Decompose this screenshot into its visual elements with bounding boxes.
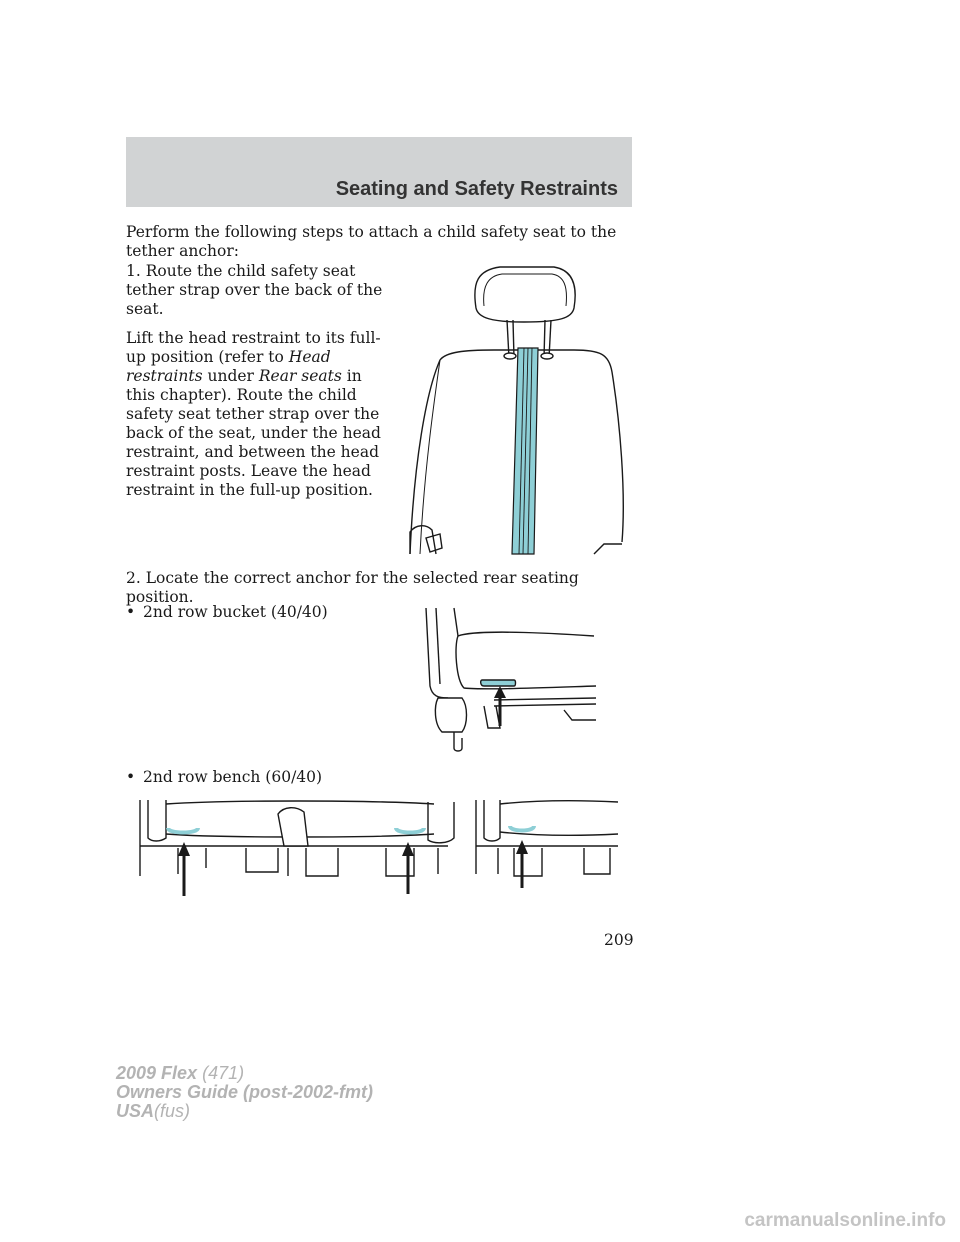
footer-line-2 <box>116 1083 373 1102</box>
bench-40-section <box>476 800 618 888</box>
intro-paragraph: Perform the following steps to attach a child safety seat to the tether anchor: <box>126 223 617 260</box>
footer-line-1 <box>116 1064 373 1083</box>
step-2: 2. Locate the correct anchor for the selected rear seating position. <box>126 569 579 606</box>
bullet-bucket <box>126 603 328 622</box>
step-1-detail-c: in this chapter). Route the child safety seat tether strap over the back of the seat, under the head restraint, and between the head restraint posts. Leave the head restraint in the full-up position. <box>126 367 381 499</box>
headrest-strap-illustration <box>404 262 632 556</box>
footer-code: (471) <box>202 1063 245 1083</box>
bench-anchors-illustration <box>138 798 620 898</box>
step-1 <box>126 262 386 510</box>
bullet-bench <box>126 768 322 787</box>
anchor-bar-icon <box>481 680 516 686</box>
arrow-up-icon <box>494 686 506 698</box>
footer-guide: Owners Guide (post-2002-fmt) <box>116 1082 374 1102</box>
footer-market: USA <box>116 1101 155 1121</box>
step-1-detail-a: Lift the head restraint to its full-up position (refer to <box>126 329 381 366</box>
bench-60-section <box>140 800 454 896</box>
step-1-lead: 1. Route the child safety seat tether strap over the back of the seat. <box>126 262 383 318</box>
bullet-bench-label: 2nd row bench (60/40) <box>143 768 323 786</box>
ref-head-restraints: Head restraints <box>126 348 331 385</box>
arrow-up-icon <box>178 842 190 856</box>
footer-market-code: (fus) <box>154 1101 191 1121</box>
header-band <box>126 137 632 207</box>
section-title: Seating and Safety Restraints <box>335 178 618 200</box>
page-number: 209 <box>604 931 634 949</box>
step-1-detail-b: under <box>202 367 259 385</box>
bullet-symbol: • <box>126 768 136 786</box>
bullet-bucket-label: 2nd row bucket (40/40) <box>143 603 328 621</box>
watermark: carmanualsonline.info <box>744 1210 946 1231</box>
arrow-up-icon <box>516 840 528 854</box>
bullet-symbol: • <box>126 603 136 621</box>
footer <box>116 1064 373 1121</box>
bucket-anchor-illustration <box>424 606 599 756</box>
footer-model: 2009 Flex <box>116 1063 198 1083</box>
tether-strap <box>512 348 538 554</box>
step-1-detail <box>126 329 386 500</box>
ref-rear-seats: Rear seats <box>258 367 342 385</box>
footer-line-3 <box>116 1102 373 1121</box>
arrow-up-icon <box>402 842 414 856</box>
